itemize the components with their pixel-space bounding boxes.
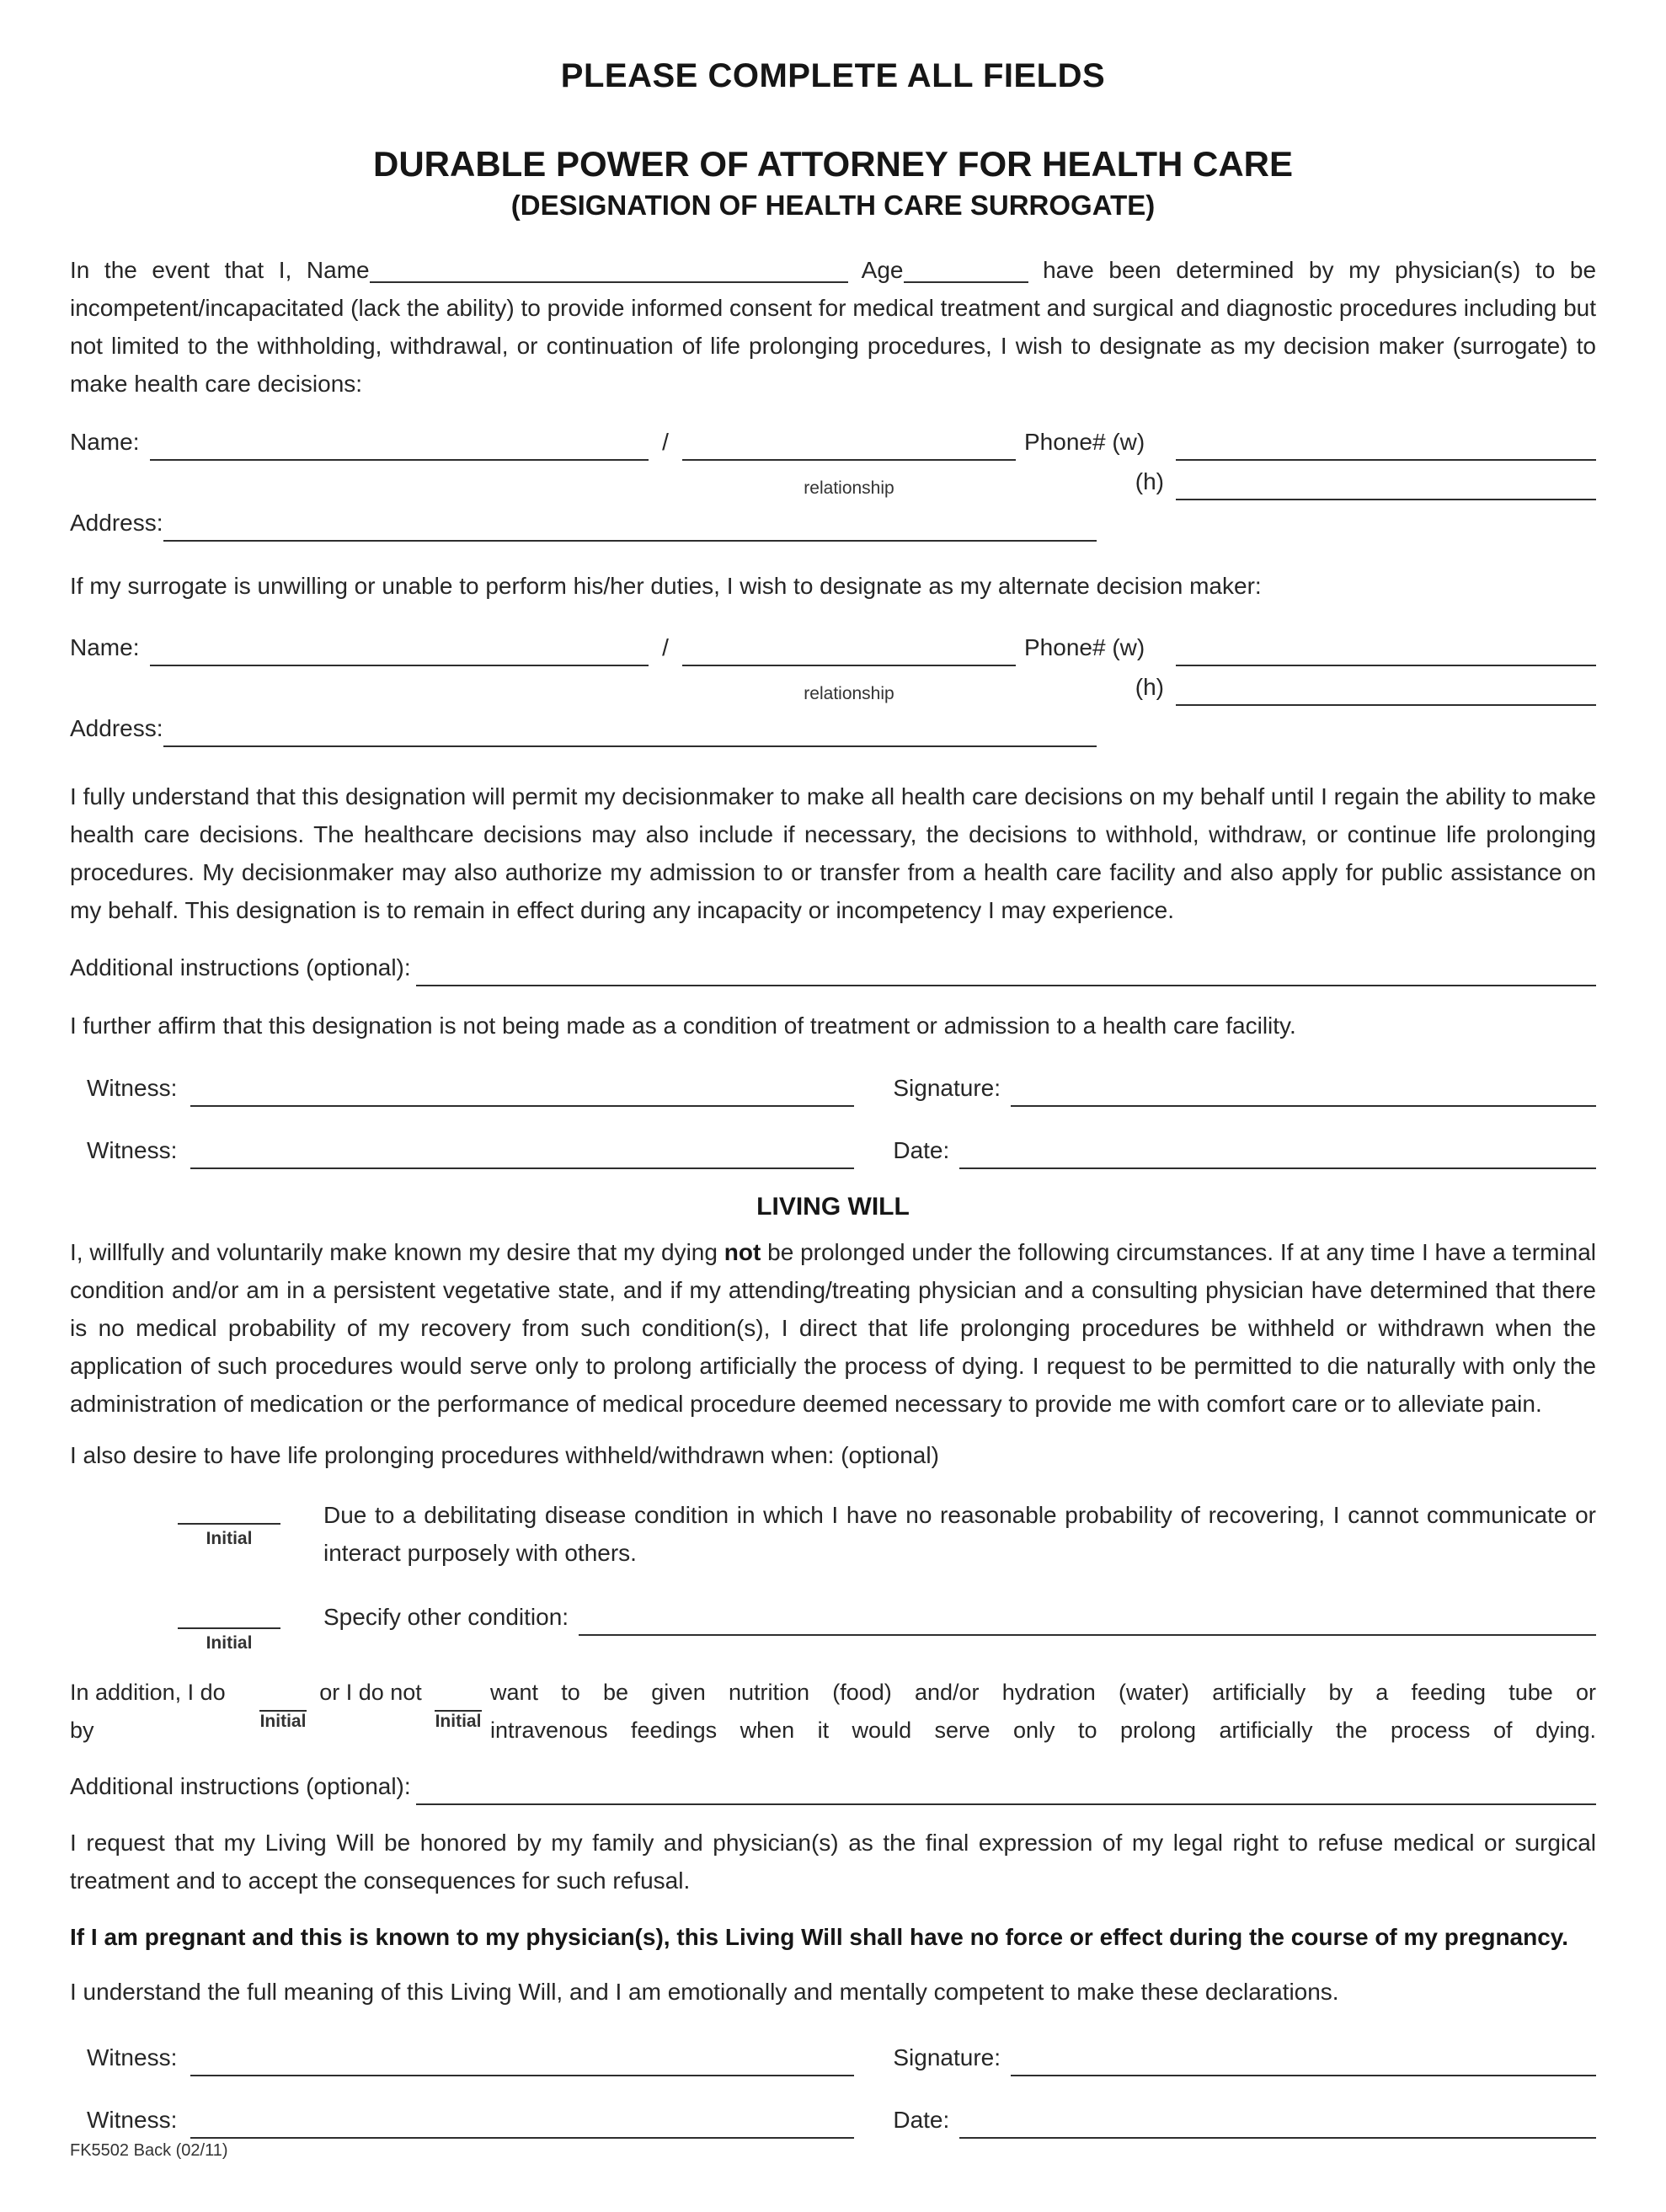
signature-label: Signature:	[893, 1075, 1001, 1101]
surrogate-name-blank[interactable]	[150, 454, 649, 461]
surrogate-name-row	[70, 423, 1596, 461]
alternate-block	[70, 628, 1596, 747]
phone-work-label: Phone# (w)	[1024, 634, 1145, 660]
alternate-name-row	[70, 628, 1596, 666]
alternate-intro-paragraph: If my surrogate is unwilling or unable to perform his/her duties, I wish to designate as my alternate decision maker:	[70, 573, 1262, 599]
alternate-address-blank[interactable]	[163, 740, 1097, 747]
form-subtitle: (DESIGNATION OF HEALTH CARE SURROGATE)	[510, 190, 1156, 221]
witness-3-blank[interactable]	[190, 2070, 854, 2076]
alternate-sub-row	[70, 668, 1596, 703]
option-debilitating-text: Due to a debilitating disease condition in which I have no reasonable probability of recovering, I cannot communicate or interact purposely with others.	[323, 1502, 1596, 1566]
intro-pre-text: In the event that I, Name	[70, 257, 370, 283]
specify-condition-blank[interactable]	[579, 1629, 1596, 1636]
nutrition-line-1	[70, 1674, 1596, 1712]
relationship-label: relationship	[804, 684, 894, 703]
alternate-phone-work-blank[interactable]	[1176, 660, 1596, 666]
living-will-declaration	[70, 1233, 1596, 1423]
patient-name-blank[interactable]	[370, 280, 848, 283]
option-specify-area	[323, 1597, 1596, 1654]
witness-label: Witness:	[87, 2107, 178, 2133]
alternate-name-blank[interactable]	[150, 660, 649, 666]
name-label: Name:	[70, 634, 140, 660]
intro-post-text: have been determined by my physician(s) to be incompetent/incapacitated (lack the ability) to provide informed consent for medical treatment and surgical and diagnostic procedures including but not limited to the withholding, withdrawal, or continuation of life prolonging procedures, I wish to designate as my decision maker (surrogate) to make health care decisions:	[70, 257, 1597, 397]
understanding-paragraph: I fully understand that this designation will permit my decisionmaker to make all health care decisions on my behalf until I regain the ability to make health care decisions. The healthcare decisions may also include if necessary, the decisions to withhold, withdraw, or continue life prolonging procedures. My decisionmaker may also authorize my admission to or transfer from a health care facility and also apply for public assistance on my behalf. This designation is to remain in effect during any incapacity or incompetency I may experience.	[70, 783, 1596, 923]
age-label: Age	[861, 257, 904, 283]
living-will-heading: LIVING WILL	[756, 1193, 910, 1221]
additional-instructions-label: Additional instructions (optional):	[70, 954, 411, 980]
signature-blank-1[interactable]	[1011, 1100, 1596, 1107]
pregnancy-paragraph: If I am pregnant and this is known to my physician(s), this Living Will shall have no force or effect during the course of my pregnancy.	[70, 1924, 1569, 1950]
phone-home-label: (h)	[1135, 468, 1164, 494]
specify-condition-label: Specify other condition:	[323, 1604, 569, 1630]
initial-label: Initial	[206, 1529, 253, 1548]
nutrition-continuation-text: intravenous feedings when it would serve only to prolong artificially the process of dying.	[490, 1718, 1596, 1743]
surrogate-relationship-blank[interactable]	[682, 454, 1016, 461]
slash-separator: /	[662, 429, 669, 455]
witness-date-row-2	[70, 2100, 1596, 2139]
affirmation-paragraph: I further affirm that this designation is not being made as a condition of treatment or admission to a health care facility.	[70, 1012, 1296, 1039]
slash-separator: /	[662, 634, 669, 660]
initial-label: Initial	[206, 1633, 253, 1653]
nutrition-pre-text: In addition, I do	[70, 1680, 226, 1705]
phone-work-label: Phone# (w)	[1024, 429, 1145, 455]
witness-date-row-1	[70, 1130, 1596, 1169]
surrogate-block	[70, 423, 1596, 542]
alternate-relationship-blank[interactable]	[682, 660, 1016, 666]
witness-1-blank[interactable]	[190, 1100, 854, 1107]
alternate-phone-home-blank[interactable]	[1176, 699, 1596, 706]
signature-blank-2[interactable]	[1011, 2070, 1596, 2076]
nutrition-line-2	[70, 1712, 1596, 1750]
date-label: Date:	[893, 2107, 950, 2133]
witness-signature-row-2	[70, 2038, 1596, 2076]
additional-instructions-row-2	[70, 1766, 1596, 1805]
witness-label: Witness:	[87, 1075, 178, 1101]
additional-instructions-blank-1[interactable]	[416, 980, 1596, 986]
witness-4-blank[interactable]	[190, 2132, 854, 2139]
witness-label: Witness:	[87, 1137, 178, 1163]
surrogate-address-row	[70, 503, 1596, 542]
specify-condition-row	[323, 1597, 1596, 1636]
phone-home-label: (h)	[1135, 674, 1164, 700]
initial-cell	[70, 1597, 323, 1654]
initial-cell	[70, 1496, 323, 1572]
not-emphasis: not	[724, 1239, 761, 1265]
competency-paragraph: I understand the full meaning of this Living Will, and I am emotionally and mentally competent to make these declarations.	[70, 1979, 1339, 2005]
additional-instructions-blank-2[interactable]	[416, 1798, 1596, 1805]
alternate-address-row	[70, 708, 1596, 747]
honor-paragraph: I request that my Living Will be honored by my family and physician(s) as the final expression of my legal right to refuse medical or surgical treatment and to accept the consequences for such refusal.	[70, 1830, 1596, 1894]
witness-label: Witness:	[87, 2044, 178, 2070]
initial-label: Initial	[435, 1712, 482, 1731]
surrogate-sub-row	[70, 462, 1596, 498]
surrogate-address-blank[interactable]	[163, 535, 1097, 542]
name-label: Name:	[70, 429, 140, 455]
option-debilitating-row	[70, 1496, 1596, 1572]
additional-instructions-row-1	[70, 948, 1596, 986]
option-specify-row	[70, 1597, 1596, 1654]
form-title: DURABLE POWER OF ATTORNEY FOR HEALTH CARE	[373, 144, 1293, 184]
optional-withdrawal-intro: I also desire to have life prolonging procedures withheld/withdrawn when: (optional)	[70, 1442, 939, 1468]
surrogate-phone-home-blank[interactable]	[1176, 494, 1596, 500]
form-banner: PLEASE COMPLETE ALL FIELDS	[560, 57, 1106, 94]
nutrition-post-text: want to be given nutrition (food) and/or hydration (water) artificially by a feeding tube or	[490, 1680, 1596, 1705]
initial-blank-2[interactable]	[178, 1597, 280, 1629]
relationship-label: relationship	[804, 478, 894, 498]
witness-2-blank[interactable]	[190, 1162, 854, 1169]
date-label: Date:	[893, 1137, 950, 1163]
witness-signature-row-1	[70, 1068, 1596, 1107]
declaration-post-text: be prolonged under the following circumstances. If at any time I have a terminal condition and/or am in a persistent vegetative state, and if my attending/treating physician and a consulting physician have determined that there is no medical probability of my recovery from such condition(s), I direct that life prolonging procedures be withheld or withdrawn when the application of such procedures would serve only to prolong artificially the process of dying. I request to be permitted to die naturally with only the administration of medication or the performance of medical procedure deemed necessary to provide me with comfort care or to alleviate pain.	[70, 1239, 1597, 1417]
age-blank[interactable]	[904, 280, 1028, 283]
form-number-footer: FK5502 Back (02/11)	[70, 2141, 228, 2160]
nutrition-or-text: or I do not	[319, 1680, 422, 1705]
initial-blank-1[interactable]	[178, 1496, 280, 1525]
additional-instructions-label: Additional instructions (optional):	[70, 1773, 411, 1799]
signature-label: Signature:	[893, 2044, 1001, 2070]
address-label: Address:	[70, 510, 163, 536]
date-blank-1[interactable]	[959, 1162, 1596, 1169]
declaration-pre-text: I, willfully and voluntarily make known my desire that my dying	[70, 1239, 718, 1265]
intro-paragraph	[70, 251, 1596, 403]
address-label: Address:	[70, 715, 163, 741]
surrogate-phone-work-blank[interactable]	[1176, 454, 1596, 461]
date-blank-2[interactable]	[959, 2132, 1596, 2139]
nutrition-by-text: by	[70, 1718, 94, 1743]
initial-label: Initial	[259, 1712, 307, 1731]
